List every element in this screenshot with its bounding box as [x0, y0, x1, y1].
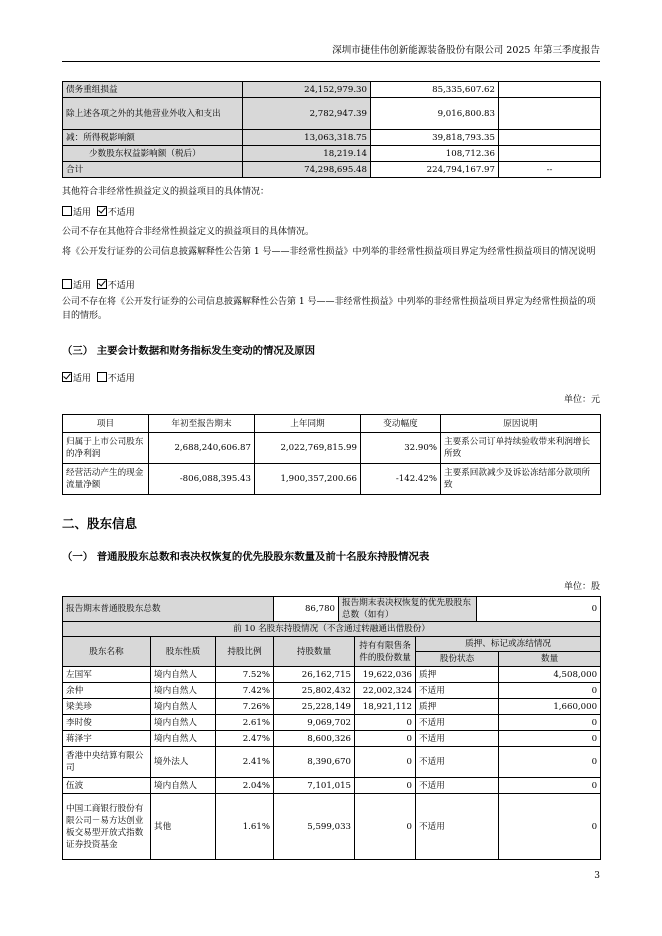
header-rule	[62, 61, 600, 62]
checkbox-icon	[97, 372, 107, 382]
pledge-quantity: 0	[499, 794, 601, 860]
shareholding-ratio: 2.04%	[216, 778, 274, 794]
page-number: 3	[594, 871, 600, 881]
column-header: 股东性质	[151, 637, 216, 667]
pledge-quantity: 0	[499, 778, 601, 794]
table-row	[63, 715, 601, 731]
restricted-shares: 0	[355, 747, 416, 778]
page-header: 深圳市捷佳伟创新能源装备股份有限公司 2025 年第三季度报告	[332, 45, 600, 56]
table-header-row	[63, 637, 601, 652]
table-row	[63, 747, 601, 778]
shareholding-ratio: 2.47%	[216, 731, 274, 747]
shareholding-quantity: 26,162,715	[274, 667, 355, 683]
shareholder-table	[62, 596, 601, 860]
restricted-shares: 0	[355, 731, 416, 747]
cell-value: 9,016,800.83	[371, 98, 499, 130]
summary-row	[63, 597, 601, 622]
preferred-shareholders-label: 报告期末表决权恢复的优先股股东总数（如有）	[339, 597, 477, 622]
table-header-row	[63, 415, 601, 433]
pledge-status: 不适用	[416, 731, 499, 747]
cell-value: 39,818,793.35	[371, 130, 499, 146]
non-recurring-table	[62, 81, 601, 178]
shareholding-ratio: 7.42%	[216, 683, 274, 699]
table-row	[63, 98, 601, 130]
shareholding-ratio: 2.41%	[216, 747, 274, 778]
unit-label-yuan: 单位：元	[563, 395, 600, 405]
table-row	[63, 667, 601, 683]
pledge-quantity: 0	[499, 731, 601, 747]
checkbox-checked-icon	[97, 279, 107, 289]
paragraph-no-reclassification: 公司不存在将《公开发行证券的公司信息披露解释性公告第 1 号——非经常性损益》中列举的非经常性损益项目界定为经常性损益的项目的情形。	[62, 297, 596, 321]
cell-value: 74,298,695.48	[243, 162, 371, 178]
cell-value: 主要系回款减少及诉讼冻结部分款项所致	[441, 464, 601, 495]
section-2-title: 二、股东信息	[62, 516, 138, 531]
option-not-applicable: 不适用	[107, 208, 135, 218]
cell-value	[499, 146, 601, 162]
financial-change-table	[62, 414, 601, 495]
total-shareholders-value: 86,780	[274, 597, 339, 622]
restricted-shares: 22,002,324	[355, 683, 416, 699]
table-row	[63, 464, 601, 495]
shareholder-name: 余仲	[63, 683, 151, 699]
column-header: 年初至报告期末	[149, 415, 255, 433]
pledge-status: 质押	[416, 699, 499, 715]
row-label: 合计	[63, 162, 243, 178]
cell-value: 13,063,318.75	[243, 130, 371, 146]
table-row	[63, 146, 601, 162]
pledge-status: 不适用	[416, 778, 499, 794]
table-row	[63, 82, 601, 98]
cell-value	[499, 98, 601, 130]
option-not-applicable: 不适用	[107, 374, 135, 384]
table-row	[63, 433, 601, 464]
option-applicable: 适用	[73, 374, 92, 384]
cell-value: -806,088,395.43	[149, 464, 255, 495]
column-header: 上年同期	[255, 415, 361, 433]
pledge-status: 质押	[416, 667, 499, 683]
pledge-status: 不适用	[416, 683, 499, 699]
pledge-quantity: 0	[499, 715, 601, 731]
row-label: 减：所得税影响额	[63, 130, 243, 146]
cell-value: 108,712.36	[371, 146, 499, 162]
restricted-shares: 19,622,036	[355, 667, 416, 683]
row-label: 归属于上市公司股东的净利润	[63, 433, 149, 464]
shareholding-quantity: 5,599,033	[274, 794, 355, 860]
pledge-quantity: 0	[499, 683, 601, 699]
checkbox-icon	[62, 206, 72, 216]
pledge-quantity: 4,508,000	[499, 667, 601, 683]
shareholder-name: 李时俊	[63, 715, 151, 731]
shareholder-nature: 境内自然人	[151, 731, 216, 747]
paragraph-other-items: 其他符合非经常性损益定义的损益项目的具体情况：	[62, 187, 270, 197]
restricted-shares: 0	[355, 715, 416, 731]
shareholder-nature: 境内自然人	[151, 683, 216, 699]
option-not-applicable: 不适用	[107, 281, 135, 291]
shareholder-name: 左国军	[63, 667, 151, 683]
column-header: 原因说明	[441, 415, 601, 433]
cell-value: 32.90%	[361, 433, 441, 464]
shareholding-ratio: 1.61%	[216, 794, 274, 860]
restricted-shares: 0	[355, 794, 416, 860]
row-label: 少数股东权益影响额（税后）	[63, 146, 243, 162]
table-row	[63, 794, 601, 860]
cell-value: 主要系公司订单持续验收带来利润增长所致	[441, 433, 601, 464]
table-row	[63, 162, 601, 178]
cell-value: 1,900,357,200.66	[255, 464, 361, 495]
row-label: 债务重组损益	[63, 82, 243, 98]
row-label: 除上述各项之外的其他营业外收入和支出	[63, 98, 243, 130]
cell-value: 18,219.14	[243, 146, 371, 162]
shareholding-quantity: 8,600,326	[274, 731, 355, 747]
cell-value: 24,152,979.30	[243, 82, 371, 98]
shareholder-nature: 境内自然人	[151, 715, 216, 731]
preferred-shareholders-value: 0	[477, 597, 601, 622]
shareholder-name: 梁美珍	[63, 699, 151, 715]
applicability-line-1	[62, 206, 135, 220]
column-header: 股东名称	[63, 637, 151, 667]
shareholder-name: 中国工商银行股份有限公司－易方达创业板交易型开放式指数证券投资基金	[63, 794, 151, 860]
paragraph-reclassification: 将《公开发行证券的公司信息披露解释性公告第 1 号——非经常性损益》中列举的非经常性损益项目界定为经常性损益项目的情况说明	[62, 247, 596, 257]
restricted-shares: 0	[355, 778, 416, 794]
shareholding-ratio: 2.61%	[216, 715, 274, 731]
shareholder-name: 蒋泽宇	[63, 731, 151, 747]
table-row	[63, 778, 601, 794]
unit-label-shares: 单位：股	[563, 582, 600, 592]
applicability-line-2	[62, 279, 135, 293]
shareholder-name: 香港中央结算有限公司	[63, 747, 151, 778]
cell-value	[499, 130, 601, 146]
shareholding-quantity: 8,390,670	[274, 747, 355, 778]
cell-value: 2,022,769,815.99	[255, 433, 361, 464]
table-row	[63, 130, 601, 146]
column-header: 数量	[499, 652, 601, 667]
shareholding-ratio: 7.26%	[216, 699, 274, 715]
paragraph-no-other-items: 公司不存在其他符合非经常性损益定义的损益项目的具体情况。	[62, 227, 315, 237]
checkbox-icon	[62, 279, 72, 289]
shareholding-quantity: 7,101,015	[274, 778, 355, 794]
total-shareholders-label: 报告期末普通股股东总数	[63, 597, 274, 622]
cell-value: 2,688,240,606.87	[149, 433, 255, 464]
column-header: 变动幅度	[361, 415, 441, 433]
shareholder-nature: 境内自然人	[151, 699, 216, 715]
pledge-status: 不适用	[416, 715, 499, 731]
shareholding-ratio: 7.52%	[216, 667, 274, 683]
cell-value	[499, 82, 601, 98]
column-header: 持有有限售条件的股份数量	[355, 637, 416, 667]
section-2-1-title: （一） 普通股股东总数和表决权恢复的优先股股东数量及前十名股东持股情况表	[62, 551, 430, 563]
column-header: 持股数量	[274, 637, 355, 667]
shareholding-quantity: 9,069,702	[274, 715, 355, 731]
option-applicable: 适用	[73, 208, 92, 218]
column-header: 股份状态	[416, 652, 499, 667]
shareholding-quantity: 25,802,432	[274, 683, 355, 699]
table-row	[63, 699, 601, 715]
shareholder-nature: 其他	[151, 794, 216, 860]
checkbox-checked-icon	[97, 206, 107, 216]
applicability-line-3	[62, 372, 135, 386]
cell-value: 224,794,167.97	[371, 162, 499, 178]
shareholder-nature: 境内自然人	[151, 778, 216, 794]
pledge-quantity: 0	[499, 747, 601, 778]
table-row	[63, 731, 601, 747]
cell-value: 2,782,947.39	[243, 98, 371, 130]
cell-value: --	[499, 162, 601, 178]
checkbox-checked-icon	[62, 372, 72, 382]
top10-caption: 前 10 名股东持股情况（不含通过转融通出借股份）	[63, 622, 601, 637]
shareholder-nature: 境外法人	[151, 747, 216, 778]
column-header: 项目	[63, 415, 149, 433]
section-3-title: （三） 主要会计数据和财务指标发生变动的情况及原因	[62, 345, 315, 357]
cell-value: 85,335,607.62	[371, 82, 499, 98]
caption-row	[63, 622, 601, 637]
column-header: 持股比例	[216, 637, 274, 667]
cell-value: -142.42%	[361, 464, 441, 495]
column-header: 质押、标记或冻结情况	[416, 637, 601, 652]
pledge-status: 不适用	[416, 747, 499, 778]
shareholder-name: 伍波	[63, 778, 151, 794]
shareholder-nature: 境内自然人	[151, 667, 216, 683]
table-row	[63, 683, 601, 699]
shareholding-quantity: 25,228,149	[274, 699, 355, 715]
option-applicable: 适用	[73, 281, 92, 291]
restricted-shares: 18,921,112	[355, 699, 416, 715]
pledge-quantity: 1,660,000	[499, 699, 601, 715]
row-label: 经营活动产生的现金流量净额	[63, 464, 149, 495]
pledge-status: 不适用	[416, 794, 499, 860]
